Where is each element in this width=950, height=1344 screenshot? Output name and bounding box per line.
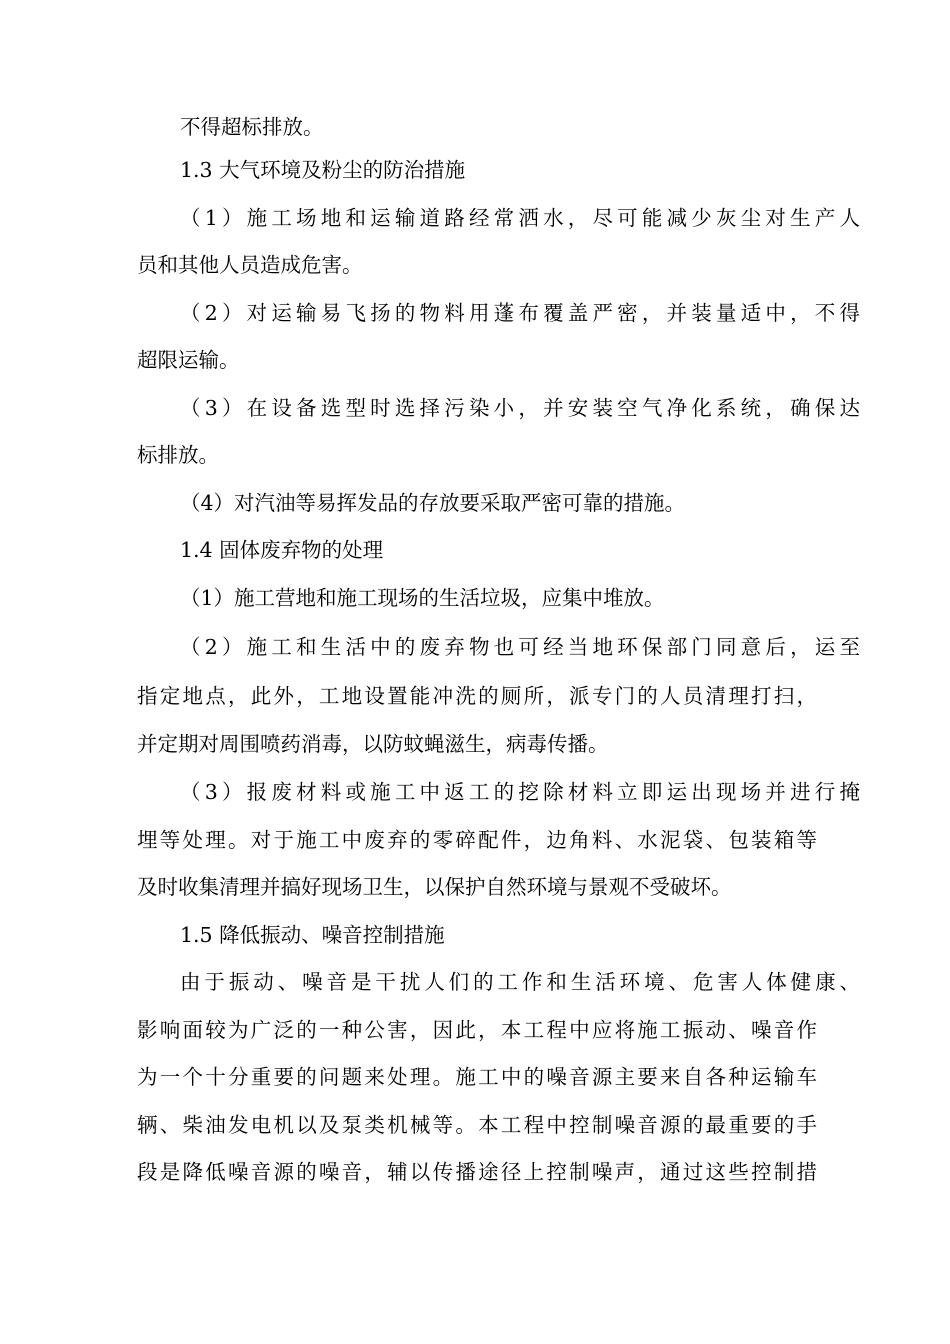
paragraph-line: 段是降低噪音源的噪音，辅以传播途径上控制噪声，通过这些控制措 [137,1160,817,1184]
paragraph-line: 埋等处理。对于施工中废弃的零碎配件，边角料、水泥袋、包装箱等 [137,828,817,852]
paragraph-line: 为一个十分重要的问题来处理。施工中的噪音源主要来自各种运输车 [137,1065,817,1089]
paragraph-line: 指定地点，此外，工地设置能冲洗的厕所，派专门的人员清理打扫， [137,684,817,708]
paragraph-line: （3）在设备选型时选择污染小，并安装空气净化系统，确保达 [180,396,860,420]
paragraph-line: 由于振动、噪音是干扰人们的工作和生活环境、危害人体健康、 [180,970,860,994]
paragraph-line: （3）报废材料或施工中返工的挖除材料立即运出现场并进行掩 [180,780,860,804]
paragraph-line: （1）施工场地和运输道路经常洒水，尽可能减少灰尘对生产人 [180,206,860,230]
paragraph-line: 辆、柴油发电机以及泵类机械等。本工程中控制噪音源的最重要的手 [137,1113,817,1137]
paragraph-line: （4）对汽油等易挥发品的存放要采取严密可靠的措施。 [180,491,686,515]
paragraph-line: （2）施工和生活中的废弃物也可经当地环保部门同意后，运至 [180,635,860,659]
text-line-continuation: 不得超标排放。 [180,115,324,139]
section-heading-1-4: 1.4 固体废弃物的处理 [180,538,384,562]
paragraph-line: （2）对运输易飞扬的物料用蓬布覆盖严密，并装量适中，不得 [180,301,860,325]
paragraph-line: 并定期对周围喷药消毒，以防蚊蝇滋生，病毒传播。 [137,732,609,756]
paragraph-line: 超限运输。 [137,348,240,372]
section-heading-1-5: 1.5 降低振动、噪音控制措施 [180,923,445,947]
paragraph-line: 及时收集清理并搞好现场卫生，以保护自然环境与景观不受破坏。 [137,875,732,899]
paragraph-line: 标排放。 [137,443,219,467]
paragraph-line: （1）施工营地和施工现场的生活垃圾，应集中堆放。 [180,586,665,610]
section-heading-1-3: 1.3 大气环境及粉尘的防治措施 [180,158,466,182]
paragraph-line: 员和其他人员造成危害。 [137,253,363,277]
paragraph-line: 影响面较为广泛的一种公害，因此，本工程中应将施工振动、噪音作 [137,1018,817,1042]
